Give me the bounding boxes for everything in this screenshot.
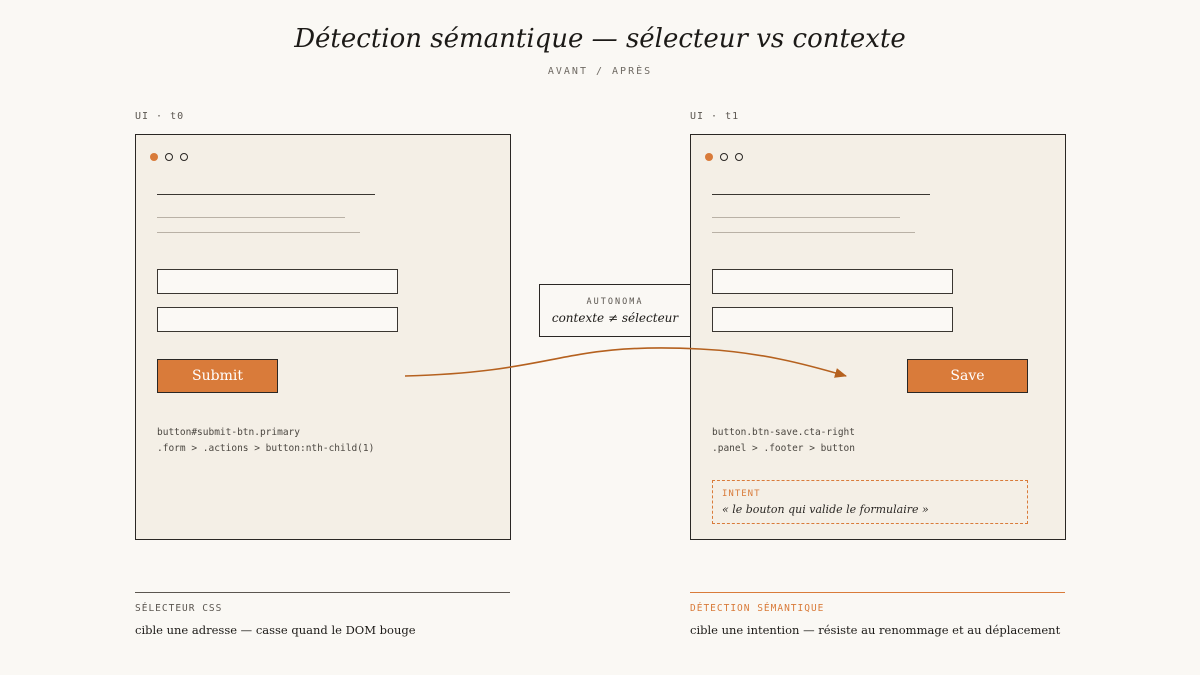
right-footer-title: DÉTECTION SÉMANTIQUE — [690, 603, 825, 614]
center-text: contexte ≠ sélecteur — [551, 311, 679, 325]
intent-label: INTENT — [722, 489, 761, 499]
page-title: Détection sémantique — sélecteur vs contexte — [294, 24, 906, 54]
right-footer-text: cible une intention — résiste au renommage et au déplacement — [690, 623, 1061, 637]
center-label: AUTONOMA — [586, 297, 644, 307]
left-footer-text: cible une adresse — casse quand le DOM bouge — [135, 623, 416, 637]
right-footer-divider — [690, 592, 1065, 593]
right-panel-label: UI · t1 — [690, 111, 740, 122]
intent-text: « le bouton qui valide le formulaire » — [722, 503, 929, 516]
left-footer-title: SÉLECTEUR CSS — [135, 603, 223, 614]
left-footer-divider — [135, 592, 510, 593]
css-selector-line: button.btn-save.cta-right — [712, 427, 855, 438]
css-path-line: .panel > .footer > button — [712, 443, 855, 454]
left-panel-label: UI · t0 — [135, 111, 185, 122]
save-button[interactable]: Save — [907, 359, 1028, 393]
page-subtitle: AVANT / APRÈS — [547, 66, 653, 77]
autonoma-label-box — [539, 284, 691, 337]
css-selector-line: button#submit-btn.primary — [157, 427, 300, 438]
submit-button[interactable]: Submit — [157, 359, 278, 393]
css-path-line: .form > .actions > button:nth-child(1) — [157, 443, 375, 454]
